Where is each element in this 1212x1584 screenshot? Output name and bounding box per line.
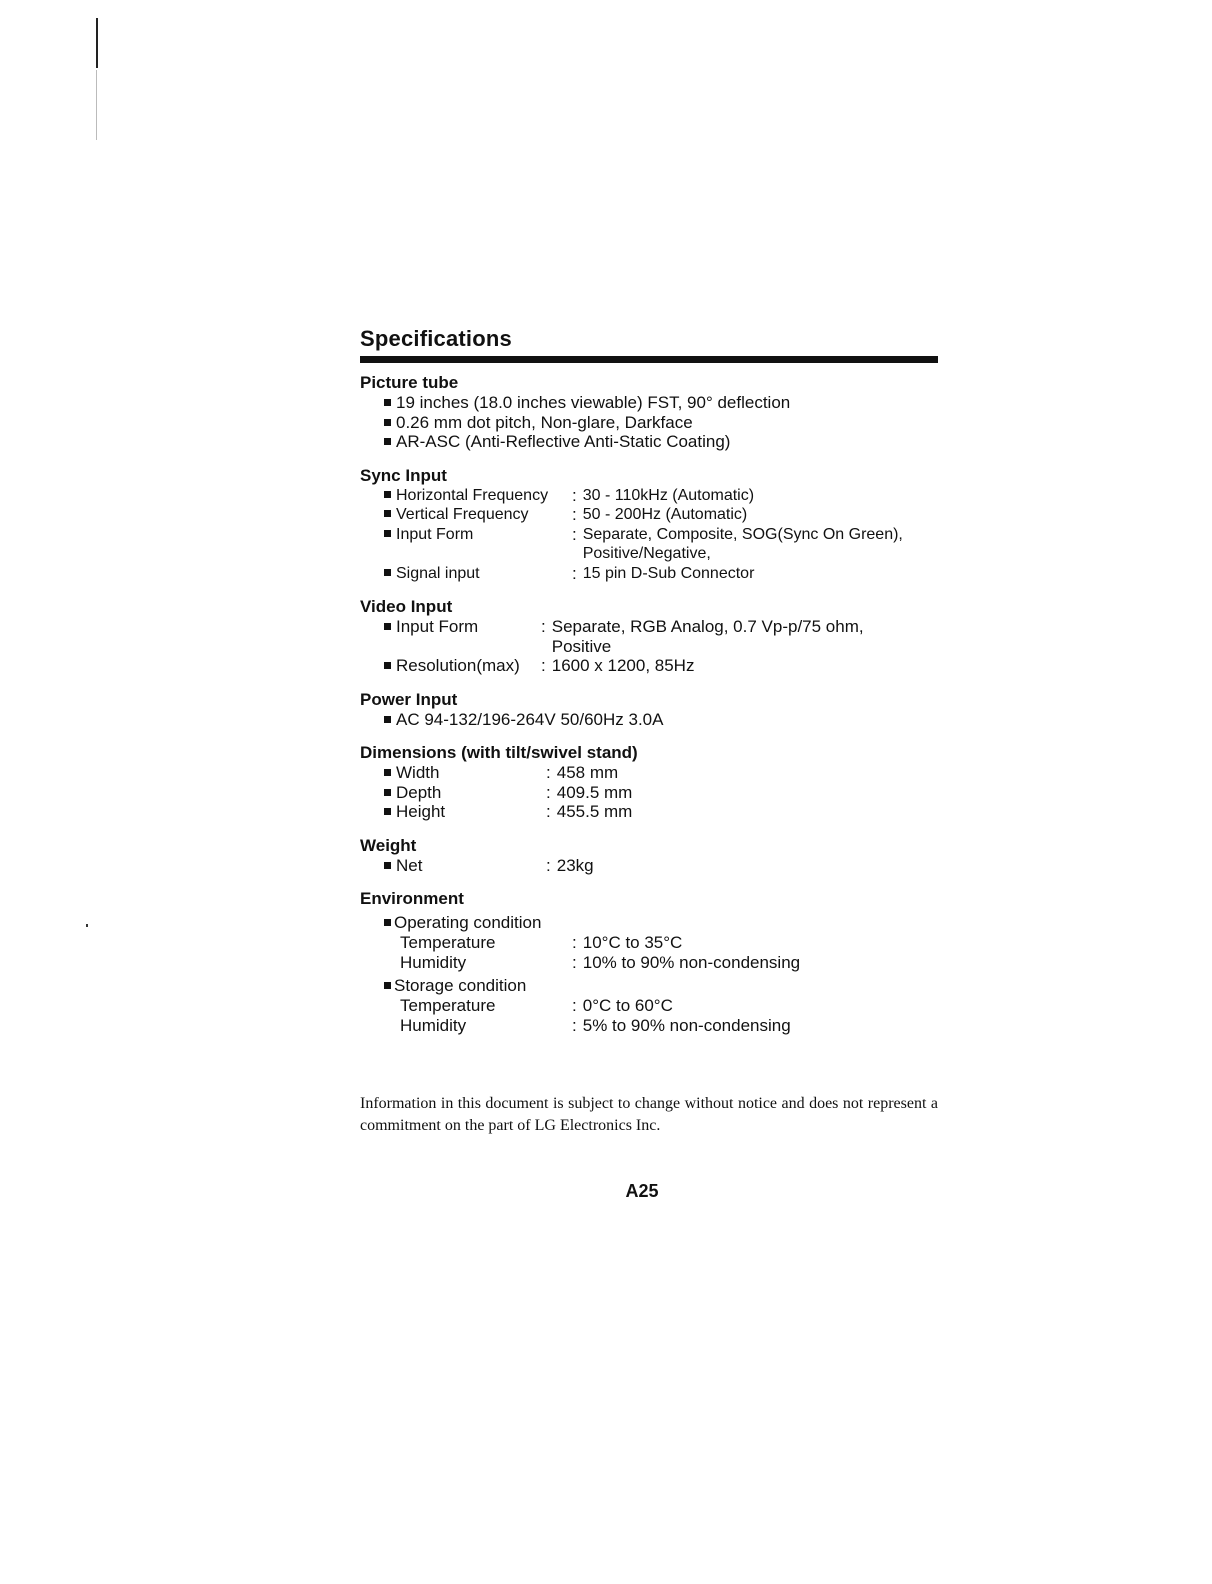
square-bullet-icon [384,419,391,426]
section-title: Power Input [360,689,458,709]
spec-row: Resolution(max) : 1600 x 1200, 85Hz [360,656,938,676]
section-power-input [360,690,938,730]
storage-condition-label: Storage condition [360,976,938,996]
square-bullet-icon [384,399,391,406]
section-title: Weight [360,835,417,855]
page-number: A25 [625,1181,659,1201]
section-sync-input [360,466,938,584]
spec-item: 19 inches (18.0 inches viewable) FST, 90° deflection [360,393,938,413]
square-bullet-icon [384,510,391,517]
spec-row: Width : 458 mm [360,763,938,783]
page-title: Specifications [360,326,512,351]
specifications-page [360,326,938,1202]
square-bullet-icon [384,491,391,498]
square-bullet-icon [384,769,391,776]
operating-condition-label: Operating condition [360,913,938,933]
square-bullet-icon [384,982,391,989]
title-rule [360,356,938,363]
spec-row: Height : 455.5 mm [360,802,938,822]
spec-row: Temperature : 0°C to 60°C [400,996,673,1015]
square-bullet-icon [384,569,391,576]
square-bullet-icon [384,623,391,630]
section-title: Video Input [360,597,453,616]
section-environment [360,889,938,1035]
spec-row: Signal input : 15 pin D-Sub Connector [360,564,938,584]
spec-item: 0.26 mm dot pitch, Non-glare, Darkface [360,413,938,433]
square-bullet-icon [384,789,391,796]
scan-artifact-dot [86,924,88,927]
spec-item: AC 94-132/196-264V 50/60Hz 3.0A [360,710,938,730]
spec-row: Input Form : Separate, Composite, SOG(Sync On Green), Positive/Negative, [360,525,938,564]
section-video-input [360,597,938,676]
section-weight [360,836,938,876]
spec-row: Humidity : 10% to 90% non-condensing [400,952,801,972]
square-bullet-icon [384,662,391,669]
spec-row: Vertical Frequency : 50 - 200Hz (Automatic) [360,505,938,525]
spec-row: Humidity : 5% to 90% non-condensing [400,1015,791,1035]
square-bullet-icon [384,438,391,445]
square-bullet-icon [384,808,391,815]
scan-artifact-line [96,18,98,68]
section-title: Sync Input [360,465,447,485]
section-title: Dimensions (with tilt/swivel stand) [360,743,638,762]
disclaimer-notice: Information in this document is subject to change without notice and does not represent a commitment on the part of LG Electronics Inc. [360,1095,938,1134]
spec-row: Input Form : Separate, RGB Analog, 0.7 Vp-p/75 ohm, Positive [360,617,938,656]
section-dimensions [360,743,938,822]
section-title: Picture tube [360,373,459,392]
square-bullet-icon [384,530,391,537]
section-picture-tube [360,373,938,452]
spec-row: Depth : 409.5 mm [360,783,938,803]
square-bullet-icon [384,919,391,926]
spec-row: Horizontal Frequency : 30 - 110kHz (Automatic) [360,486,938,506]
square-bullet-icon [384,716,391,723]
spec-row: Temperature : 10°C to 35°C [400,933,683,952]
spec-item: AR-ASC (Anti-Reflective Anti-Static Coating) [360,432,938,452]
square-bullet-icon [384,862,391,869]
section-title: Environment [360,889,464,908]
scan-artifact-line-faint [96,70,97,140]
spec-row: Net : 23kg [360,856,938,876]
